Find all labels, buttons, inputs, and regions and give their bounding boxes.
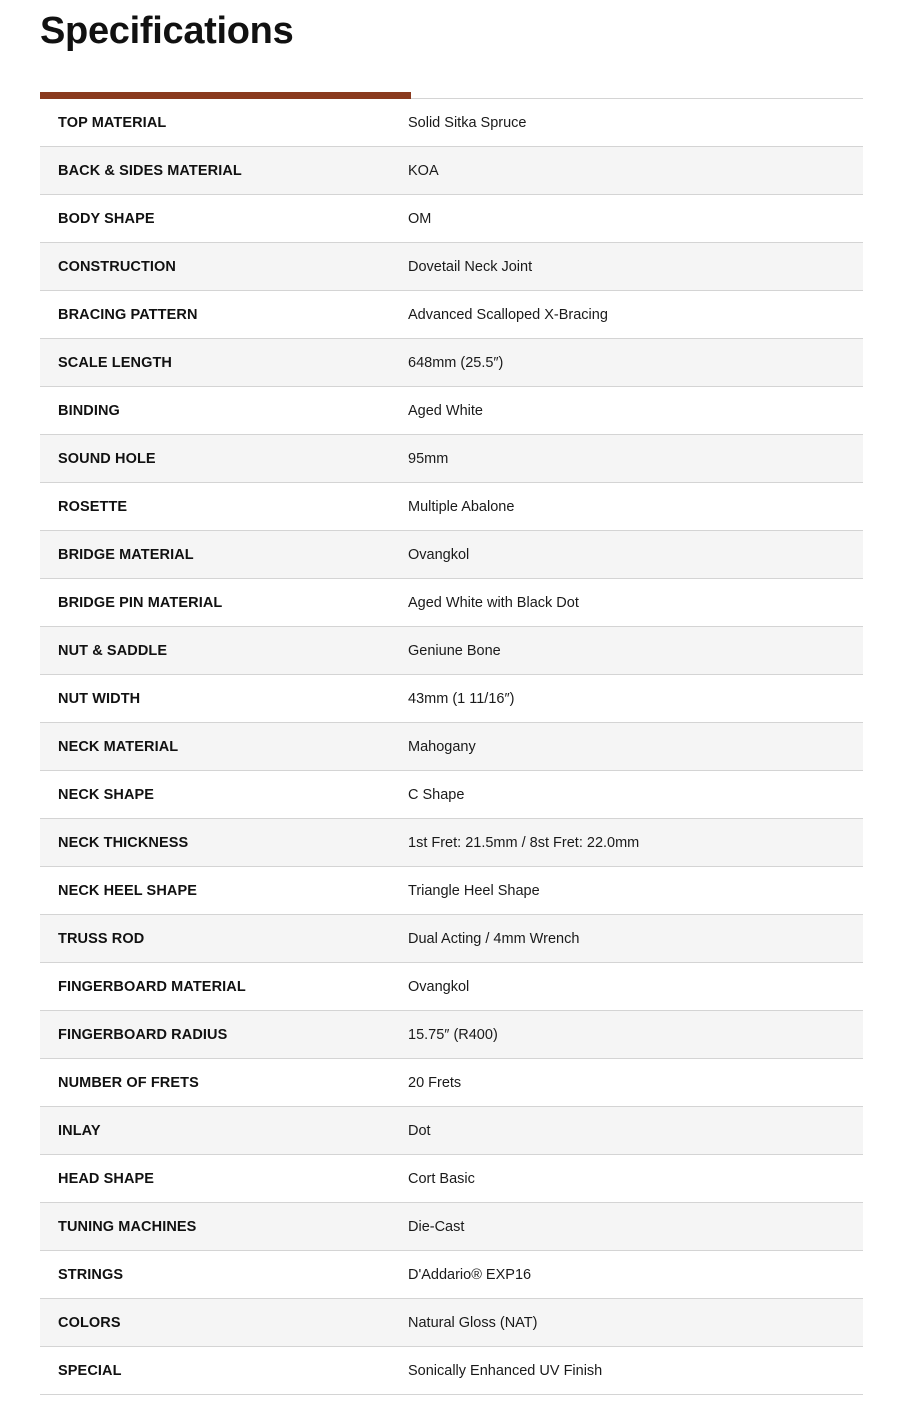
spec-row [40,147,863,195]
spec-value: Die-Cast [408,1218,465,1235]
title-accent-bar [40,92,411,99]
spec-value: 43mm (1 11/16″) [408,690,515,707]
spec-label: BINDING [58,402,120,419]
spec-label: SOUND HOLE [58,450,156,467]
spec-label: NECK MATERIAL [58,738,179,755]
spec-row [40,1107,863,1155]
spec-row [40,483,863,531]
spec-row [40,963,863,1011]
spec-label: NECK THICKNESS [58,834,189,851]
spec-row [40,723,863,771]
page-title: Specifications [40,10,294,52]
spec-row [40,1299,863,1347]
spec-value: Dovetail Neck Joint [408,258,533,275]
spec-row [40,1251,863,1299]
spec-value: Multiple Abalone [408,498,515,515]
spec-value: D'Addario® EXP16 [408,1266,532,1283]
spec-value: Aged White with Black Dot [408,594,579,611]
spec-value: 648mm (25.5″) [408,354,504,371]
spec-value: 1st Fret: 21.5mm / 8st Fret: 22.0mm [408,834,640,851]
spec-label: BRACING PATTERN [58,306,198,323]
spec-label: ROSETTE [58,498,128,515]
spec-row [40,195,863,243]
spec-value: Ovangkol [408,978,470,995]
spec-value: Ovangkol [408,546,470,563]
spec-label: INLAY [58,1122,101,1139]
spec-value: 20 Frets [408,1074,462,1091]
spec-row [40,1011,863,1059]
spec-label: STRINGS [58,1266,124,1283]
spec-label: FINGERBOARD MATERIAL [58,978,246,995]
spec-value: Geniune Bone [408,642,501,659]
spec-row [40,915,863,963]
spec-label: FINGERBOARD RADIUS [58,1026,228,1043]
spec-row [40,867,863,915]
spec-row [40,675,863,723]
spec-label: BACK & SIDES MATERIAL [58,162,242,179]
spec-row [40,291,863,339]
spec-label: TRUSS ROD [58,930,145,947]
spec-row [40,435,863,483]
spec-table [40,99,863,1395]
spec-value: C Shape [408,786,465,803]
spec-label: NECK HEEL SHAPE [58,882,198,899]
spec-label: SCALE LENGTH [58,354,172,371]
spec-value: Dual Acting / 4mm Wrench [408,930,580,947]
spec-label: NUMBER OF FRETS [58,1074,199,1091]
spec-value: Triangle Heel Shape [408,882,540,899]
spec-label: TUNING MACHINES [58,1218,197,1235]
spec-row [40,579,863,627]
spec-value: KOA [408,162,439,179]
spec-value: Mahogany [408,738,476,755]
spec-value: Cort Basic [408,1170,475,1187]
spec-row [40,243,863,291]
spec-row [40,1155,863,1203]
spec-value: Dot [408,1122,431,1139]
spec-value: Solid Sitka Spruce [408,114,527,131]
spec-row [40,1059,863,1107]
spec-label: TOP MATERIAL [58,114,167,131]
spec-label: NUT WIDTH [58,690,141,707]
spec-row [40,531,863,579]
spec-value: Natural Gloss (NAT) [408,1314,538,1331]
spec-row [40,1203,863,1251]
spec-row [40,387,863,435]
spec-row [40,1347,863,1395]
spec-label: CONSTRUCTION [58,258,176,275]
spec-label: COLORS [58,1314,121,1331]
spec-label: BRIDGE PIN MATERIAL [58,594,223,611]
spec-label: BRIDGE MATERIAL [58,546,194,563]
spec-value: Aged White [408,402,483,419]
spec-value: 95mm [408,450,449,467]
spec-row [40,99,863,147]
spec-label: BODY SHAPE [58,210,155,227]
spec-value: 15.75″ (R400) [408,1026,498,1043]
spec-label: NUT & SADDLE [58,642,168,659]
spec-row [40,627,863,675]
spec-label: SPECIAL [58,1362,122,1379]
spec-value: Sonically Enhanced UV Finish [408,1362,603,1379]
spec-row [40,819,863,867]
spec-value: Advanced Scalloped X-Bracing [408,306,608,323]
spec-label: HEAD SHAPE [58,1170,155,1187]
spec-value: OM [408,210,432,227]
spec-row [40,339,863,387]
spec-label: NECK SHAPE [58,786,155,803]
spec-row [40,771,863,819]
